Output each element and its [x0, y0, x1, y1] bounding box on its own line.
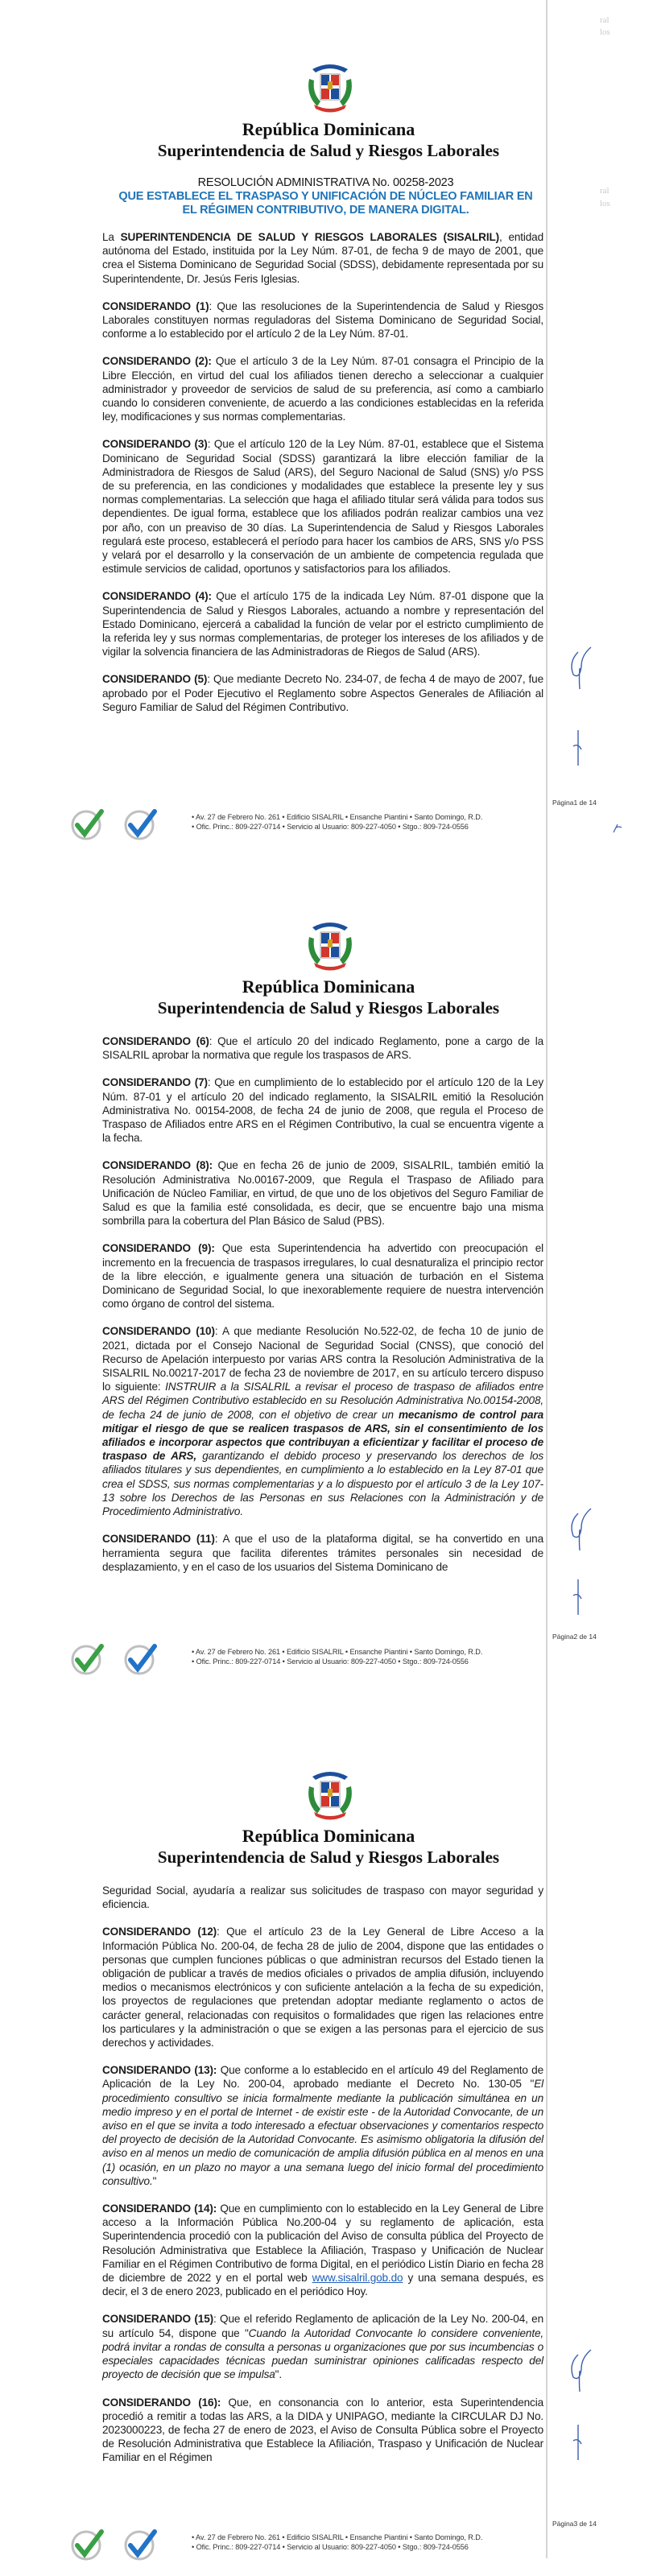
page-body	[102, 1884, 543, 2479]
considerando-label: CONSIDERANDO (1)	[102, 299, 209, 312]
footer-address: • Av. 27 de Febrero No. 261 • Edificio SISALRIL • Ensanche Piantini • Santo Domingo, R.D.	[192, 813, 483, 821]
paragraph	[102, 2202, 543, 2298]
margin-ghost-text: los	[600, 27, 610, 37]
paragraph	[102, 672, 543, 714]
footer-address: • Av. 27 de Febrero No. 261 • Edificio SISALRIL • Ensanche Piantini • Santo Domingo, R.D.	[192, 2533, 483, 2541]
margin-ghost-text: ral	[600, 186, 609, 196]
paragraph-text: Que el artículo 175 de la indicada Ley Núm. 87-01 dispone que la Superintendencia de Salud y Riesgos Laborales, actuando a nombre y representación del Estado Dominicano, ejercerá a cabalidad la función de velar por el estricto cumplimiento de la referida ley y sus normas complementarias, de proteger los intereses de los afiliados y de vigilar la solvencia financiera de las Administradoras de Riegos de Salud (ARS).	[102, 590, 543, 658]
website-link[interactable]: www.sisalril.gob.do	[312, 2272, 403, 2285]
paragraph	[102, 589, 543, 658]
margin-ghost-text: los	[600, 199, 610, 208]
paragraph	[102, 2312, 543, 2381]
paragraph-text: Que conforme a lo establecido en el artículo 49 del Reglamento de Aplicación de la Ley No. 200-04, aprobado mediante el Decreto No. 130-05 "	[102, 2064, 543, 2091]
paragraph	[102, 1034, 543, 1062]
paragraph-text: Que, en consonancia con lo anterior, esta Superintendencia procedió a remitir a todas las ARS, a la DIDA y UNIPAGO, mediante la CIRCULAR DJ No. 2023000223, de fecha 27 de enero de 2023, el Aviso de Consulta Pública sobre el Proyecto de Resolución Administrativa que Establece la Afiliación, Traspaso y Unificación de Nuclear Familiar en el Régimen	[102, 2396, 543, 2464]
paragraph	[102, 1158, 543, 1228]
signature-mark-icon	[570, 2423, 586, 2463]
considerando-label: CONSIDERANDO (14):	[102, 2202, 217, 2215]
paragraph-text: : Que mediante Decreto No. 234-07, de fecha 4 de mayo de 2007, fue aprobado por el Poder Ejecutivo el Reglamento sobre Aspectos Generales de Afiliación al Seguro Familiar de Salud del Régimen Contributivo.	[102, 673, 543, 713]
page-number: Página2 de 14	[552, 1633, 597, 1641]
paragraph-text: Que esta Superintendencia ha advertido con preocupación el incremento en la frecuencia de traspasos irregulares, lo cual desnaturaliza el principio rector de la libre elección, e igualmente genera una situación de turbación en el Sistema Dominicano de Seguridad Social, lo que inexorablemente requiere de nuestra intervención como órgano de control del sistema.	[102, 1242, 543, 1311]
paragraph-text: mecanismo de control para mitigar el riesgo de que se realicen traspasos de ARS, sin el consentimiento de los afiliados e incorporar aspectos que contribuyan a eficientizar y facilitar el proceso de traspaso de ARS,	[102, 1408, 543, 1463]
paragraph-text: INSTRUIR a la SISALRIL a revisar el proceso de traspaso de afiliados entre ARS del Régimen Contributivo establecido en su Resolución Administrativa No.00154-2008, de fecha 24 de junio de 2008, con el objetivo de crear un	[102, 1381, 543, 1421]
blue-certification-check-icon	[124, 807, 158, 841]
considerando-label: CONSIDERANDO (6)	[102, 1035, 209, 1047]
considerando-label: SUPERINTENDENCIA DE SALUD Y RIESGOS LABORALES (SISALRIL)	[120, 231, 500, 243]
paragraph-text: : A que el uso de la plataforma digital, se ha convertido en una herramienta segura que facilita diferentes trámites personales sin necesidad de desplazamiento, y en el caso de los usuarios del Sistema Dominicano de	[102, 1533, 543, 1573]
paragraph-text: : Que el referido Reglamento de aplicación de la Ley No. 200-04, en su artículo 54, dispone que "	[102, 2313, 543, 2339]
footer-contact	[192, 2533, 482, 2552]
dominican-republic-coat-of-arms-icon	[304, 1767, 356, 1822]
footer-phones: • Ofic. Princ.: 809-227-0714 • Servicio al Usuario: 809-227-4050 • Stgo.: 809-724-0556	[192, 2543, 469, 2551]
considerando-label: CONSIDERANDO (8):	[102, 1159, 213, 1172]
page-body	[102, 1034, 543, 1587]
considerando-label: CONSIDERANDO (4):	[102, 590, 212, 603]
paragraph	[102, 1925, 543, 2050]
paragraph	[102, 299, 543, 341]
signature-initials-icon	[564, 644, 596, 692]
letterhead-country: República Dominicana	[242, 976, 415, 997]
blue-certification-check-icon	[124, 1642, 158, 1676]
letterhead-country: República Dominicana	[242, 119, 415, 139]
paragraph	[102, 1324, 543, 1518]
considerando-label: CONSIDERANDO (10)	[102, 1325, 215, 1338]
paragraph-text: garantizando el debido proceso y preservando los derechos de los afiliados titulares y sus dependientes, en cumplimiento a lo establecido en la Ley 87-01 que crea el SDSS, sus normas complementarias y a lo dispuesto por el artículo 3 de la Ley 107-13 sobre los Derechos de las Personas en sus Relaciones con la Administración y de Procedimiento Administrativo.	[102, 1450, 544, 1518]
document-page-1	[0, 0, 657, 853]
considerando-label: CONSIDERANDO (12)	[102, 1926, 217, 1938]
paragraph-text: ".	[275, 2368, 282, 2381]
resolution-subtitle-line-2: EL RÉGIMEN CONTRIBUTIVO, DE MANERA DIGITAL.	[182, 204, 469, 217]
document-page-3	[0, 1723, 657, 2576]
paragraph-text: Que el artículo 3 de la Ley Núm. 87-01 consagra el Principio de la Libre Elección, en virtud del cual los afiliados tienen derecho a seleccionar a cualquier administrador y proveedor de servicios de salud de su preferencia, así como a cambiarlo cuando lo consideren conveniente, de acuerdo a las condiciones establecidas en la referida ley, modificaciones y sus normas complementarias.	[102, 355, 543, 423]
paragraph	[102, 2396, 543, 2465]
paragraph-text: : A que mediante Resolución No.522-02, de fecha 10 de junio de 2021, dictada por el Consejo Nacional de Seguridad Social (CNSS), que conoció del Recurso de Apelación interpuesto por varias ARS contra la Resolución Administrativa de la SISALRIL No.00217-2017 de fecha 23 de noviembre de 2017, en su artículo tercero dispuso lo siguiente:	[102, 1325, 543, 1393]
paragraph-text: Que en fecha 26 de junio de 2009, SISALRIL, también emitió la Resolución Administrativa No.00167-2009, que Regula el Traspaso de Afiliado para Unificación de Núcleo Familiar, en virtud, de que uno de los objetivos del Seguro Familiar de Salud es que la familia esté consolidada, es decir, que se encuentre bajo una misma sombrilla para la cobertura del Plan Básico de Salud (PBS).	[102, 1159, 543, 1228]
considerando-label: CONSIDERANDO (13):	[102, 2064, 217, 2077]
paragraph-text: El procedimiento consultivo se inicia formalmente mediante la publicación simultánea en un medio impreso y en el portal de Internet - de existir este - de la Autoridad Convocante, de un aviso en el que se invita a todo interesado a efectuar observaciones y comentarios respecto del proyecto de decisión de la Autoridad Convocante. Es asimismo obligatoria la difusión del aviso en al menos un medio de comunicación de amplia difusión pública en al menos en una (1) ocasión, en un plazo no mayor a una semana luego del inicio formal del procedimiento consultivo.	[102, 2078, 543, 2187]
blue-certification-check-icon	[124, 2528, 158, 2562]
green-certification-check-icon	[71, 1642, 105, 1676]
letterhead	[0, 976, 657, 1018]
footer-address: • Av. 27 de Febrero No. 261 • Edificio SISALRIL • Ensanche Piantini • Santo Domingo, R.D.	[192, 1648, 483, 1656]
paragraph	[102, 1532, 543, 1574]
signature-initials-icon	[564, 1505, 596, 1554]
paragraph-text: : Que el artículo 23 de la Ley General de Libre Acceso a la Información Pública No. 200-04, de fecha 28 de julio de 2004, dispone que las entidades o personas que cumplen funciones públicas o que administran recursos del Estado tienen la obligación de publicar a través de medios oficiales o privados de amplia difusión, incluyendo medios o mecanismos electrónicos y con suficiente antelación a la fecha de su expedición, los proyectos de regulaciones que pretendan adoptar mediante reglamento o actos de carácter general, relacionadas con requisitos o formalidades que rigen las relaciones entre los particulares y la administración o que se exigen a las personas para el ejercicio de sus derechos y actividades.	[102, 1926, 544, 2050]
document-page-2	[0, 869, 657, 1723]
letterhead-country: República Dominicana	[242, 1826, 415, 1846]
page-number: Página1 de 14	[552, 799, 597, 807]
paragraph	[102, 437, 543, 576]
footer-phones: • Ofic. Princ.: 809-227-0714 • Servicio al Usuario: 809-227-4050 • Stgo.: 809-724-0556	[192, 823, 469, 831]
paragraph-text: , entidad autónoma del Estado, instituida por la Ley Núm. 87-01, de fecha 9 de mayo de 2001, que crea el Sistema Dominicano de Seguridad Social (SDSS), debidamente representada por su Superintendente, Dr. Jesús Feris Iglesias.	[102, 231, 543, 285]
footer-phones: • Ofic. Princ.: 809-227-0714 • Servicio al Usuario: 809-227-4050 • Stgo.: 809-724-0556	[192, 1657, 469, 1666]
green-certification-check-icon	[71, 2528, 105, 2562]
considerando-label: CONSIDERANDO (5)	[102, 673, 208, 686]
paragraph-text: Cuando la Autoridad Convocante lo considere conveniente, podrá invitar a rondas de consulta a personas u organizaciones que por sus incumbencias o especiales capacidades técnicas puedan suministrar opiniones calificadas respecto del proyecto de decisión que se impulsa	[102, 2326, 543, 2381]
paragraph-text: : Que las resoluciones de la Superintendencia de Salud y Riesgos Laborales constituyen normas reguladoras del Sistema Dominicano de Seguridad Social, conforme a lo establecido por el artículo 2 de la Ley Núm. 87-01.	[102, 299, 543, 341]
letterhead-agency: Superintendencia de Salud y Riesgos Laborales	[157, 141, 500, 160]
paragraph-text: "	[152, 2174, 157, 2187]
signature-mark-icon	[570, 729, 586, 769]
paragraph-text: : Que el artículo 120 de la Ley Núm. 87-01, establece que el Sistema Dominicano de Seguridad Social (SDSS) garantizará la libre elección familiar de la Administradora de Riesgos de Salud (ARS), del Seguro Nacional de Salud (SNS) y/o PSS de su preferencia, en las condiciones y modalidades que establece la presente ley y sus normas complementarias. La selección que haga el afiliado titular será válida para todos sus dependientes. De igual forma, establece que los afiliados podrán realizar cambios una vez por año, con un preaviso de 30 días. La Superintendencia de Salud y Riesgos Laborales regulará este proceso, establecerá el período para hacer los cambios de ARS, SNS y/o PSS y velará por el desarrollo y la conservación de un ambiente de competencia regulada que estimule servicios de calidad, oportunos y satisfactorios para los afiliados.	[102, 438, 543, 576]
footer-contact	[192, 812, 482, 832]
page-number: Página3 de 14	[552, 2520, 597, 2528]
letterhead	[0, 1826, 657, 1868]
considerando-label: CONSIDERANDO (3)	[102, 438, 208, 451]
footer-contact	[192, 1647, 482, 1666]
dominican-republic-coat-of-arms-icon	[304, 60, 356, 114]
signature-initials-icon	[564, 2347, 596, 2395]
considerando-label: CONSIDERANDO (2):	[102, 355, 212, 368]
margin-ghost-text: ral	[600, 15, 609, 25]
page-footer	[71, 807, 554, 840]
letterhead-agency: Superintendencia de Salud y Riesgos Laborales	[157, 998, 500, 1018]
resolution-number: RESOLUCIÓN ADMINISTRATIVA No. 00258-2023	[197, 176, 454, 189]
considerando-label: CONSIDERANDO (15)	[102, 2313, 213, 2326]
green-certification-check-icon	[71, 807, 105, 841]
paragraph	[102, 1075, 543, 1145]
paragraph-text: : Que el artículo 20 del indicado Reglamento, pone a cargo de la SISALRIL aprobar la normativa que regule los traspasos de ARS.	[102, 1035, 543, 1062]
letterhead	[0, 119, 657, 161]
page-footer	[71, 1642, 554, 1674]
signature-mark-icon	[570, 1578, 586, 1618]
paragraph-text: : Que en cumplimiento de lo establecido por el artículo 120 de la Ley Núm. 87-01 y el artículo 20 del indicado reglamento, la SISALRIL emitió la Resolución Administrativa No. 00154-2008, de fecha 24 de junio de 2008, que regula el Proceso de Traspaso de Afiliados entre ARS en el Régimen Contributivo, la cual se encuentra vigente a la fecha.	[102, 1076, 543, 1145]
resolution-subtitle-line-1: QUE ESTABLECE EL TRASPASO Y UNIFICACIÓN DE NÚCLEO FAMILIAR EN	[118, 190, 533, 203]
paragraph-text: Seguridad Social, ayudaría a realizar sus solicitudes de traspaso con mayor seguridad y eficiencia.	[102, 1885, 543, 1911]
paragraph	[102, 2063, 543, 2188]
considerando-label: CONSIDERANDO (11)	[102, 1533, 215, 1546]
considerando-label: CONSIDERANDO (16):	[102, 2396, 221, 2409]
considerando-label: CONSIDERANDO (9):	[102, 1242, 215, 1255]
paragraph	[102, 230, 543, 286]
paragraph-text: y una semana después, es decir, el 3 de enero 2023, publicado en el periódico Hoy.	[102, 2272, 543, 2298]
paragraph-text: Que en cumplimiento con lo establecido en la Ley General de Libre acceso a la Información Pública No.200-04 y su reglamento de aplicación, esta Superintendencia procedió con la publicación del Aviso de consulta pública del Proyecto de Resolución Administrativa que Establece la Afiliación, Traspaso y Unificación de Nuclear Familiar en el Régimen Contributivo de forma Digital, en el periódico Listín Diario en fecha 28 de diciembre de 2022 y en el portal web	[102, 2202, 543, 2285]
letterhead-agency: Superintendencia de Salud y Riesgos Laborales	[157, 1847, 500, 1867]
paragraph	[102, 354, 543, 423]
page-body	[102, 230, 543, 728]
signature-fragment-icon	[612, 823, 623, 834]
paragraph	[102, 1241, 543, 1311]
dominican-republic-coat-of-arms-icon	[304, 918, 356, 972]
page-footer	[71, 2528, 554, 2560]
considerando-label: CONSIDERANDO (7)	[102, 1076, 208, 1089]
paragraph	[102, 1884, 543, 1911]
resolution-title-block	[102, 176, 549, 217]
paragraph-text: La	[102, 231, 121, 243]
